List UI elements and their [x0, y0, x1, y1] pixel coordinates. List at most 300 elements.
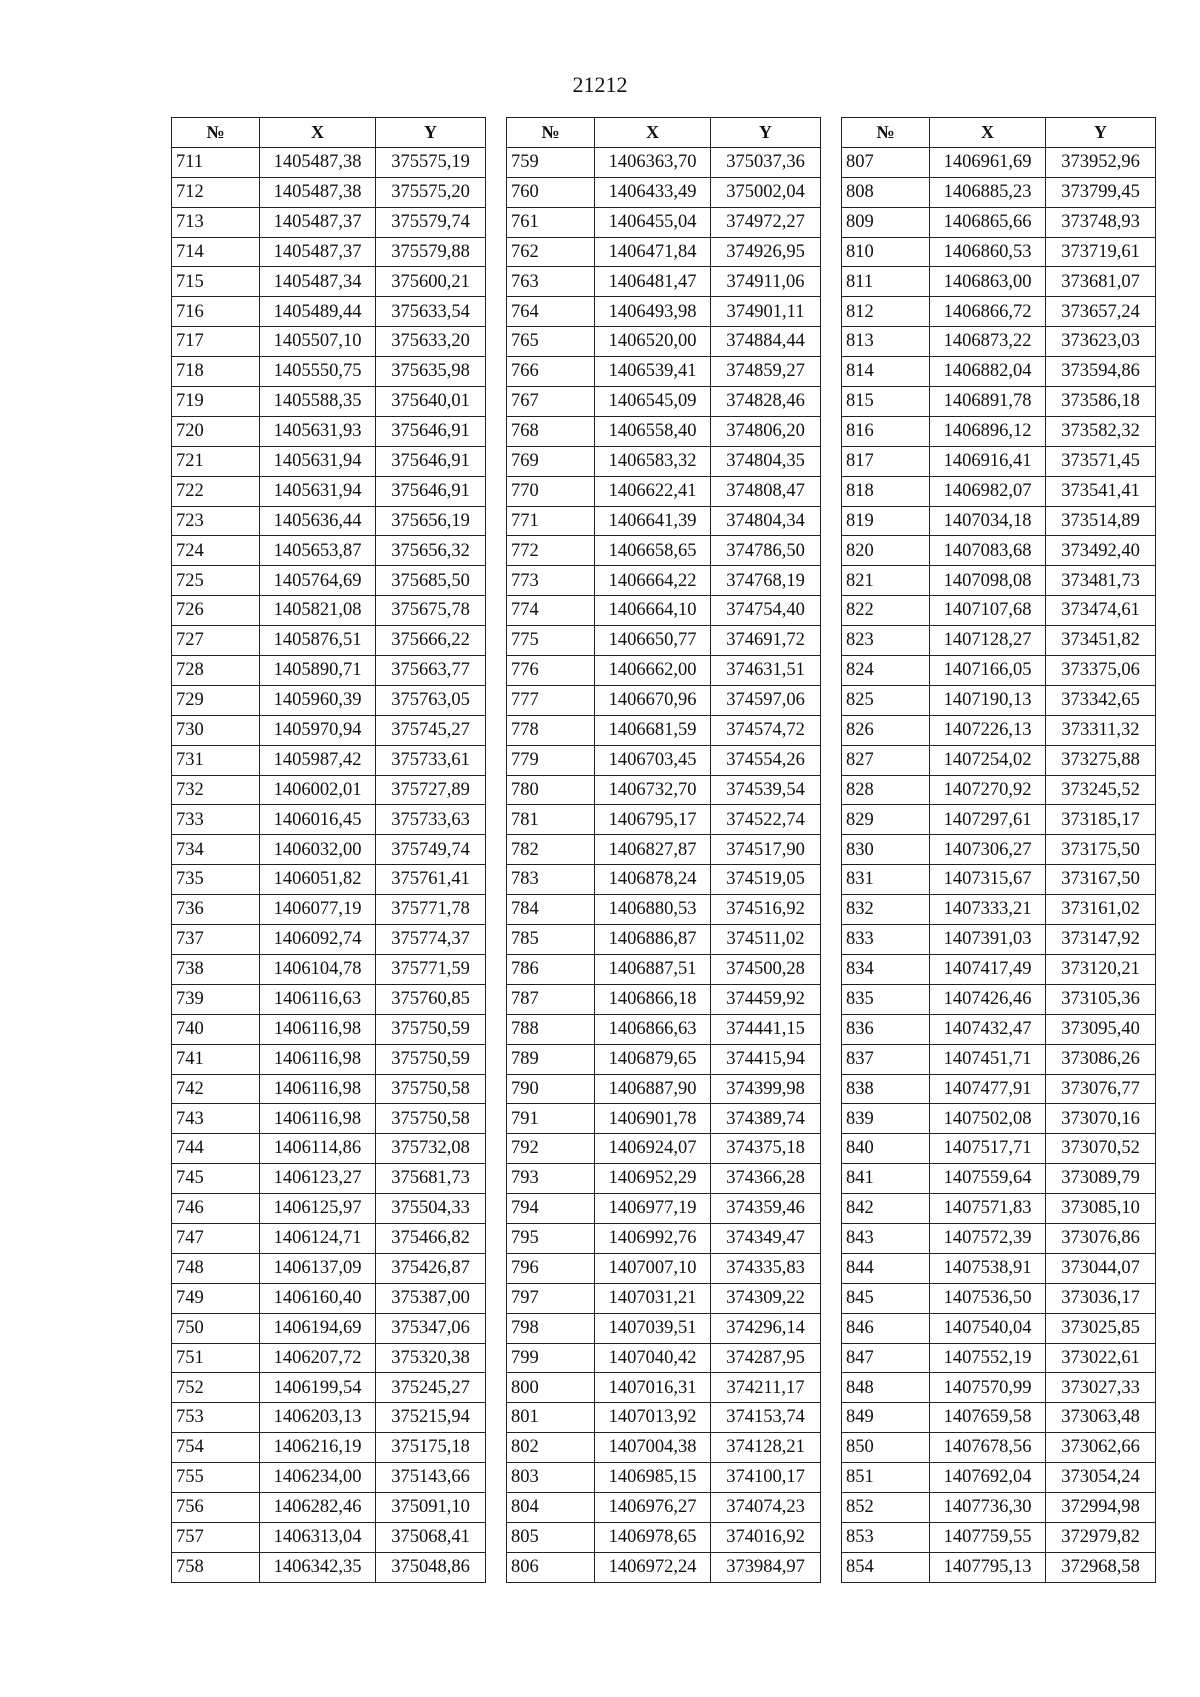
point-number: 835 [842, 984, 930, 1014]
point-number: 821 [842, 566, 930, 596]
x-coordinate: 1406641,39 [595, 506, 711, 536]
y-coordinate: 373054,24 [1046, 1463, 1156, 1493]
table-row [172, 387, 486, 417]
x-coordinate: 1406976,27 [595, 1492, 711, 1522]
table-row [842, 1463, 1156, 1493]
y-coordinate: 375732,08 [376, 1134, 486, 1164]
point-number: 824 [842, 656, 930, 686]
table-row [842, 895, 1156, 925]
table-row [172, 865, 486, 895]
x-coordinate: 1407128,27 [930, 626, 1046, 656]
y-coordinate: 375504,33 [376, 1194, 486, 1224]
point-number: 755 [172, 1463, 260, 1493]
point-number: 791 [507, 1104, 595, 1134]
point-number: 718 [172, 357, 260, 387]
table-row [842, 237, 1156, 267]
table-row [842, 745, 1156, 775]
point-number: 741 [172, 1044, 260, 1074]
x-coordinate: 1406992,76 [595, 1223, 711, 1253]
point-number: 796 [507, 1253, 595, 1283]
table-row [507, 1134, 821, 1164]
y-coordinate: 374366,28 [711, 1164, 821, 1194]
x-coordinate: 1406203,13 [260, 1403, 376, 1433]
table-row [507, 1164, 821, 1194]
y-coordinate: 372968,58 [1046, 1552, 1156, 1582]
x-coordinate: 1406891,78 [930, 387, 1046, 417]
table-row [172, 895, 486, 925]
table-row [172, 1522, 486, 1552]
table-row [842, 1074, 1156, 1104]
point-number: 805 [507, 1522, 595, 1552]
y-coordinate: 374859,27 [711, 357, 821, 387]
point-number: 801 [507, 1403, 595, 1433]
table-row [507, 1433, 821, 1463]
x-coordinate: 1406978,65 [595, 1522, 711, 1552]
x-coordinate: 1405487,38 [260, 177, 376, 207]
table-row [842, 416, 1156, 446]
y-coordinate: 374074,23 [711, 1492, 821, 1522]
table-row [842, 566, 1156, 596]
x-coordinate: 1407795,13 [930, 1552, 1046, 1582]
x-coordinate: 1407692,04 [930, 1463, 1046, 1493]
y-coordinate: 373070,52 [1046, 1134, 1156, 1164]
table-row [172, 1313, 486, 1343]
table-row [842, 207, 1156, 237]
table-row [507, 387, 821, 417]
y-coordinate: 375320,38 [376, 1343, 486, 1373]
x-coordinate: 1407306,27 [930, 835, 1046, 865]
y-coordinate: 373063,48 [1046, 1403, 1156, 1433]
point-number: 763 [507, 267, 595, 297]
x-coordinate: 1406092,74 [260, 925, 376, 955]
table-row [842, 267, 1156, 297]
point-number: 807 [842, 147, 930, 177]
y-coordinate: 373147,92 [1046, 925, 1156, 955]
x-coordinate: 1406313,04 [260, 1522, 376, 1552]
x-coordinate: 1406160,40 [260, 1283, 376, 1313]
x-coordinate: 1405631,93 [260, 416, 376, 446]
y-coordinate: 374901,11 [711, 297, 821, 327]
point-number: 731 [172, 745, 260, 775]
header-x: X [930, 118, 1046, 148]
x-coordinate: 1406664,22 [595, 566, 711, 596]
point-number: 728 [172, 656, 260, 686]
x-coordinate: 1406880,53 [595, 895, 711, 925]
y-coordinate: 373086,26 [1046, 1044, 1156, 1074]
table-row [172, 267, 486, 297]
point-number: 774 [507, 596, 595, 626]
table-row [172, 1433, 486, 1463]
table-row [172, 685, 486, 715]
y-coordinate: 375750,58 [376, 1074, 486, 1104]
x-coordinate: 1406887,90 [595, 1074, 711, 1104]
table-row [842, 1014, 1156, 1044]
point-number: 808 [842, 177, 930, 207]
point-number: 816 [842, 416, 930, 446]
x-coordinate: 1406363,70 [595, 147, 711, 177]
coordinate-table-3 [841, 117, 1156, 1583]
point-number: 819 [842, 506, 930, 536]
table-row [842, 925, 1156, 955]
point-number: 712 [172, 177, 260, 207]
y-coordinate: 374516,92 [711, 895, 821, 925]
table-row [842, 1552, 1156, 1582]
x-coordinate: 1406471,84 [595, 237, 711, 267]
coordinate-table-2 [506, 117, 821, 1583]
table-row [507, 685, 821, 715]
point-number: 748 [172, 1253, 260, 1283]
x-coordinate: 1406866,72 [930, 297, 1046, 327]
point-number: 723 [172, 506, 260, 536]
x-coordinate: 1406583,32 [595, 446, 711, 476]
point-number: 730 [172, 715, 260, 745]
point-number: 769 [507, 446, 595, 476]
header-number: № [842, 118, 930, 148]
table-row [507, 775, 821, 805]
table-row [172, 1552, 486, 1582]
table-row [172, 327, 486, 357]
y-coordinate: 373681,07 [1046, 267, 1156, 297]
point-number: 811 [842, 267, 930, 297]
y-coordinate: 374415,94 [711, 1044, 821, 1074]
y-coordinate: 374631,51 [711, 656, 821, 686]
y-coordinate: 374691,72 [711, 626, 821, 656]
table-row [842, 1433, 1156, 1463]
point-number: 779 [507, 745, 595, 775]
x-coordinate: 1405631,94 [260, 446, 376, 476]
y-coordinate: 374441,15 [711, 1014, 821, 1044]
x-coordinate: 1406866,18 [595, 984, 711, 1014]
point-number: 715 [172, 267, 260, 297]
point-number: 813 [842, 327, 930, 357]
y-coordinate: 374349,47 [711, 1223, 821, 1253]
x-coordinate: 1407536,50 [930, 1283, 1046, 1313]
x-coordinate: 1406116,98 [260, 1044, 376, 1074]
table-row [507, 984, 821, 1014]
point-number: 738 [172, 954, 260, 984]
point-number: 804 [507, 1492, 595, 1522]
x-coordinate: 1406545,09 [595, 387, 711, 417]
table-row [507, 1552, 821, 1582]
y-coordinate: 373076,77 [1046, 1074, 1156, 1104]
x-coordinate: 1405631,94 [260, 476, 376, 506]
point-number: 784 [507, 895, 595, 925]
table-row [172, 237, 486, 267]
point-number: 795 [507, 1223, 595, 1253]
table-row [842, 1403, 1156, 1433]
x-coordinate: 1405487,38 [260, 147, 376, 177]
table-row [507, 954, 821, 984]
x-coordinate: 1407451,71 [930, 1044, 1046, 1074]
point-number: 803 [507, 1463, 595, 1493]
point-number: 785 [507, 925, 595, 955]
x-coordinate: 1405960,39 [260, 685, 376, 715]
table-row [507, 1463, 821, 1493]
table-row [172, 1014, 486, 1044]
x-coordinate: 1407678,56 [930, 1433, 1046, 1463]
point-number: 754 [172, 1433, 260, 1463]
y-coordinate: 375685,50 [376, 566, 486, 596]
table-row [842, 1223, 1156, 1253]
x-coordinate: 1406863,00 [930, 267, 1046, 297]
point-number: 753 [172, 1403, 260, 1433]
coordinate-table-1 [171, 117, 486, 1583]
header-x: X [595, 118, 711, 148]
table-row [172, 984, 486, 1014]
y-coordinate: 375347,06 [376, 1313, 486, 1343]
point-number: 732 [172, 775, 260, 805]
point-number: 716 [172, 297, 260, 327]
x-coordinate: 1407107,68 [930, 596, 1046, 626]
y-coordinate: 374016,92 [711, 1522, 821, 1552]
x-coordinate: 1406114,86 [260, 1134, 376, 1164]
x-coordinate: 1407083,68 [930, 536, 1046, 566]
point-number: 793 [507, 1164, 595, 1194]
point-number: 837 [842, 1044, 930, 1074]
point-number: 770 [507, 476, 595, 506]
x-coordinate: 1406961,69 [930, 147, 1046, 177]
table-row [842, 1492, 1156, 1522]
y-coordinate: 375635,98 [376, 357, 486, 387]
x-coordinate: 1405890,71 [260, 656, 376, 686]
x-coordinate: 1407016,31 [595, 1373, 711, 1403]
x-coordinate: 1407040,42 [595, 1343, 711, 1373]
table-row [172, 1164, 486, 1194]
x-coordinate: 1406982,07 [930, 476, 1046, 506]
x-coordinate: 1406137,09 [260, 1253, 376, 1283]
x-coordinate: 1406878,24 [595, 865, 711, 895]
point-number: 853 [842, 1522, 930, 1552]
y-coordinate: 373541,41 [1046, 476, 1156, 506]
y-coordinate: 373027,33 [1046, 1373, 1156, 1403]
y-coordinate: 375579,88 [376, 237, 486, 267]
point-number: 739 [172, 984, 260, 1014]
table-row [172, 1134, 486, 1164]
point-number: 818 [842, 476, 930, 506]
header-x: X [260, 118, 376, 148]
table-row [172, 1343, 486, 1373]
y-coordinate: 373076,86 [1046, 1223, 1156, 1253]
point-number: 776 [507, 656, 595, 686]
table-row [842, 954, 1156, 984]
table-row [507, 925, 821, 955]
table-row [172, 656, 486, 686]
x-coordinate: 1406194,69 [260, 1313, 376, 1343]
x-coordinate: 1407477,91 [930, 1074, 1046, 1104]
y-coordinate: 374128,21 [711, 1433, 821, 1463]
x-coordinate: 1407517,71 [930, 1134, 1046, 1164]
x-coordinate: 1406703,45 [595, 745, 711, 775]
table-row [842, 715, 1156, 745]
table-row [172, 177, 486, 207]
table-row [172, 1074, 486, 1104]
y-coordinate: 374804,34 [711, 506, 821, 536]
point-number: 830 [842, 835, 930, 865]
header-y: Y [376, 118, 486, 148]
coordinate-tables [171, 117, 1156, 1583]
point-number: 814 [842, 357, 930, 387]
point-number: 833 [842, 925, 930, 955]
x-coordinate: 1406016,45 [260, 805, 376, 835]
y-coordinate: 375750,59 [376, 1014, 486, 1044]
table-row [172, 476, 486, 506]
y-coordinate: 373161,02 [1046, 895, 1156, 925]
y-coordinate: 375727,89 [376, 775, 486, 805]
table-row [842, 596, 1156, 626]
table-row [172, 596, 486, 626]
y-coordinate: 375750,58 [376, 1104, 486, 1134]
table-row [507, 596, 821, 626]
point-number: 850 [842, 1433, 930, 1463]
table-row [507, 835, 821, 865]
x-coordinate: 1406681,59 [595, 715, 711, 745]
y-coordinate: 374296,14 [711, 1313, 821, 1343]
y-coordinate: 375600,21 [376, 267, 486, 297]
y-coordinate: 375681,73 [376, 1164, 486, 1194]
x-coordinate: 1407572,39 [930, 1223, 1046, 1253]
point-number: 743 [172, 1104, 260, 1134]
point-number: 823 [842, 626, 930, 656]
point-number: 840 [842, 1134, 930, 1164]
table-row [842, 1343, 1156, 1373]
y-coordinate: 373036,17 [1046, 1283, 1156, 1313]
table-row [507, 1403, 821, 1433]
point-number: 783 [507, 865, 595, 895]
point-number: 719 [172, 387, 260, 417]
x-coordinate: 1407432,47 [930, 1014, 1046, 1044]
y-coordinate: 374511,02 [711, 925, 821, 955]
x-coordinate: 1406234,00 [260, 1463, 376, 1493]
point-number: 790 [507, 1074, 595, 1104]
point-number: 752 [172, 1373, 260, 1403]
x-coordinate: 1407570,99 [930, 1373, 1046, 1403]
point-number: 711 [172, 147, 260, 177]
x-coordinate: 1406885,23 [930, 177, 1046, 207]
x-coordinate: 1406539,41 [595, 357, 711, 387]
point-number: 781 [507, 805, 595, 835]
point-number: 765 [507, 327, 595, 357]
y-coordinate: 373095,40 [1046, 1014, 1156, 1044]
table-header-row [842, 118, 1156, 148]
table-row [172, 775, 486, 805]
table-row [172, 536, 486, 566]
point-number: 849 [842, 1403, 930, 1433]
point-number: 764 [507, 297, 595, 327]
y-coordinate: 373984,97 [711, 1552, 821, 1582]
x-coordinate: 1406282,46 [260, 1492, 376, 1522]
x-coordinate: 1407736,30 [930, 1492, 1046, 1522]
point-number: 815 [842, 387, 930, 417]
x-coordinate: 1406116,63 [260, 984, 376, 1014]
x-coordinate: 1406952,29 [595, 1164, 711, 1194]
y-coordinate: 375091,10 [376, 1492, 486, 1522]
point-number: 802 [507, 1433, 595, 1463]
table-row [842, 1134, 1156, 1164]
y-coordinate: 373105,36 [1046, 984, 1156, 1014]
y-coordinate: 374806,20 [711, 416, 821, 446]
table-row [172, 566, 486, 596]
x-coordinate: 1405653,87 [260, 536, 376, 566]
y-coordinate: 373748,93 [1046, 207, 1156, 237]
x-coordinate: 1406860,53 [930, 237, 1046, 267]
x-coordinate: 1407538,91 [930, 1253, 1046, 1283]
y-coordinate: 373657,24 [1046, 297, 1156, 327]
point-number: 756 [172, 1492, 260, 1522]
point-number: 852 [842, 1492, 930, 1522]
y-coordinate: 373245,52 [1046, 775, 1156, 805]
y-coordinate: 375575,19 [376, 147, 486, 177]
x-coordinate: 1406051,82 [260, 865, 376, 895]
x-coordinate: 1406972,24 [595, 1552, 711, 1582]
page-number: 21212 [572, 72, 628, 97]
point-number: 757 [172, 1522, 260, 1552]
y-coordinate: 374359,46 [711, 1194, 821, 1224]
table-row [842, 357, 1156, 387]
x-coordinate: 1406216,19 [260, 1433, 376, 1463]
table-row [842, 775, 1156, 805]
x-coordinate: 1406116,98 [260, 1014, 376, 1044]
point-number: 758 [172, 1552, 260, 1582]
y-coordinate: 375037,36 [711, 147, 821, 177]
x-coordinate: 1406873,22 [930, 327, 1046, 357]
y-coordinate: 373623,03 [1046, 327, 1156, 357]
point-number: 729 [172, 685, 260, 715]
table-row [507, 267, 821, 297]
x-coordinate: 1406882,04 [930, 357, 1046, 387]
point-number: 854 [842, 1552, 930, 1582]
x-coordinate: 1407540,04 [930, 1313, 1046, 1343]
table-row [842, 626, 1156, 656]
table-row [842, 476, 1156, 506]
x-coordinate: 1407254,02 [930, 745, 1046, 775]
table-row [842, 984, 1156, 1014]
point-number: 751 [172, 1343, 260, 1373]
point-number: 809 [842, 207, 930, 237]
y-coordinate: 374153,74 [711, 1403, 821, 1433]
y-coordinate: 375426,87 [376, 1253, 486, 1283]
x-coordinate: 1406662,00 [595, 656, 711, 686]
table-header-row [507, 118, 821, 148]
table-row [507, 626, 821, 656]
table-header-row [172, 118, 486, 148]
table-row [507, 656, 821, 686]
point-number: 798 [507, 1313, 595, 1343]
table-row [507, 715, 821, 745]
table-row [842, 1283, 1156, 1313]
y-coordinate: 374517,90 [711, 835, 821, 865]
point-number: 747 [172, 1223, 260, 1253]
point-number: 771 [507, 506, 595, 536]
x-coordinate: 1406901,78 [595, 1104, 711, 1134]
x-coordinate: 1406650,77 [595, 626, 711, 656]
x-coordinate: 1407098,08 [930, 566, 1046, 596]
point-number: 817 [842, 446, 930, 476]
x-coordinate: 1407226,13 [930, 715, 1046, 745]
x-coordinate: 1406125,97 [260, 1194, 376, 1224]
x-coordinate: 1406207,72 [260, 1343, 376, 1373]
y-coordinate: 375579,74 [376, 207, 486, 237]
point-number: 720 [172, 416, 260, 446]
y-coordinate: 373514,89 [1046, 506, 1156, 536]
x-coordinate: 1407571,83 [930, 1194, 1046, 1224]
table-row [172, 1463, 486, 1493]
y-coordinate: 374884,44 [711, 327, 821, 357]
y-coordinate: 375656,32 [376, 536, 486, 566]
x-coordinate: 1406732,70 [595, 775, 711, 805]
point-number: 737 [172, 925, 260, 955]
table-row [507, 327, 821, 357]
x-coordinate: 1405489,44 [260, 297, 376, 327]
